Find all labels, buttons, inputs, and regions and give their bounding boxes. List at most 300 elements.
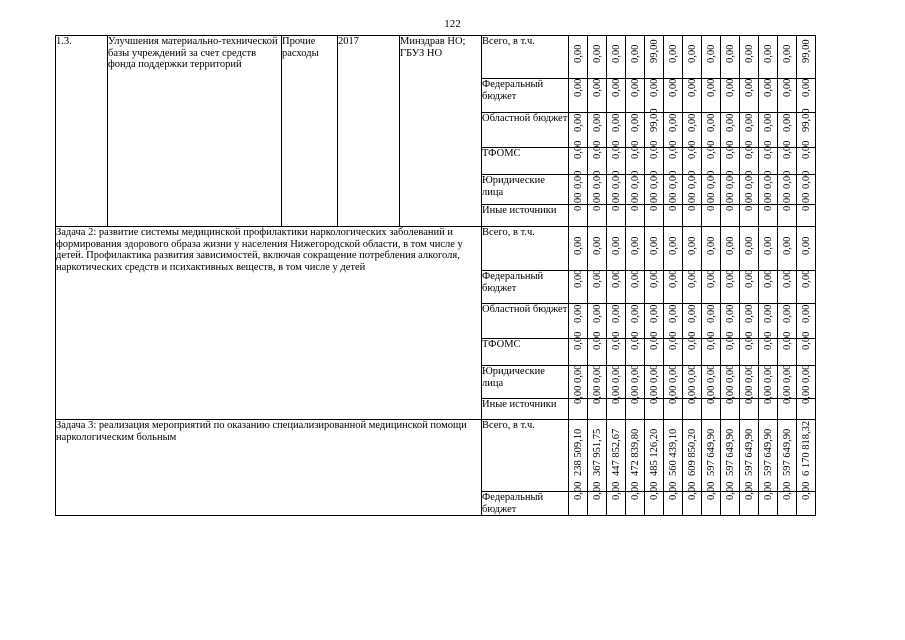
amount-value: 0,00 bbox=[782, 113, 793, 132]
amount-cell bbox=[569, 192, 588, 227]
amount-value: 0,00 bbox=[668, 113, 679, 132]
amount-value: 0,00 bbox=[687, 304, 698, 323]
amount-cell bbox=[683, 79, 702, 113]
amount-value: 0,00 bbox=[706, 140, 717, 159]
amount-value: 597 649,90 bbox=[763, 428, 774, 476]
amount-cell bbox=[626, 481, 645, 516]
amount-cell bbox=[740, 79, 759, 113]
amount-value: 0,00 bbox=[668, 364, 679, 383]
amount-cell bbox=[778, 385, 797, 420]
amount-value: 0,00 bbox=[649, 192, 660, 211]
amount-cell bbox=[664, 79, 683, 113]
amount-value: 0,00 bbox=[592, 331, 603, 350]
amount-value: 0,00 bbox=[801, 364, 812, 383]
amount-value: 609 850,20 bbox=[687, 428, 698, 476]
amount-value: 0,00 bbox=[649, 236, 660, 255]
amount-cell bbox=[702, 192, 721, 227]
amount-cell bbox=[569, 331, 588, 366]
amount-value: 0,00 bbox=[630, 304, 641, 323]
amount-value: 0,00 bbox=[801, 481, 812, 500]
amount-value: 0,00 bbox=[744, 140, 755, 159]
amount-cell bbox=[645, 385, 664, 420]
amount-value: 560 439,10 bbox=[668, 428, 679, 476]
amount-value: 0,00 bbox=[725, 170, 736, 189]
amount-cell bbox=[797, 36, 816, 79]
amount-value: 0,00 bbox=[801, 170, 812, 189]
task-title: Задача 2: развитие системы медицинской профилактики наркологических заболеваний и формирования здорового образа жизни у населения Нижегородской области, в том числе у детей. Профилактика развития зависимостей, включая сокращение потребления алкоголя, наркотических средств и психактивных веществ, в том числе у детей bbox=[56, 227, 482, 420]
amount-value: 0,00 bbox=[630, 481, 641, 500]
amount-value: 0,00 bbox=[782, 170, 793, 189]
amount-cell bbox=[740, 481, 759, 516]
amount-value: 0,00 bbox=[592, 44, 603, 63]
amount-cell bbox=[683, 331, 702, 366]
amount-value: 0,00 bbox=[801, 331, 812, 350]
amount-value: 0,00 bbox=[687, 385, 698, 404]
amount-cell bbox=[778, 79, 797, 113]
amount-cell bbox=[588, 36, 607, 79]
amount-cell bbox=[645, 227, 664, 271]
amount-value: 238 509,10 bbox=[573, 428, 584, 476]
amount-cell bbox=[645, 331, 664, 366]
amount-cell bbox=[626, 192, 645, 227]
amount-cell bbox=[721, 385, 740, 420]
amount-cell bbox=[740, 227, 759, 271]
amount-value: 0,00 bbox=[649, 170, 660, 189]
amount-cell bbox=[607, 227, 626, 271]
amount-value: 0,00 bbox=[763, 385, 774, 404]
amount-value: 0,00 bbox=[573, 364, 584, 383]
amount-cell bbox=[626, 79, 645, 113]
amount-cell bbox=[569, 385, 588, 420]
amount-value: 0,00 bbox=[573, 113, 584, 132]
amount-value: 99,00 bbox=[801, 39, 812, 63]
amount-value: 0,00 bbox=[763, 269, 774, 288]
funding-source: ТФОМС bbox=[482, 339, 569, 366]
funding-source: Областной бюджет bbox=[482, 113, 569, 148]
amount-value: 0,00 bbox=[706, 269, 717, 288]
amount-value: 0,00 bbox=[706, 385, 717, 404]
amount-value: 0,00 bbox=[801, 236, 812, 255]
funding-source: Всего, в т.ч. bbox=[482, 36, 569, 79]
amount-value: 0,00 bbox=[706, 481, 717, 500]
amount-value: 0,00 bbox=[687, 192, 698, 211]
amount-value: 0,00 bbox=[611, 236, 622, 255]
amount-value: 0,00 bbox=[630, 140, 641, 159]
amount-cell bbox=[607, 192, 626, 227]
amount-cell bbox=[569, 79, 588, 113]
amount-cell bbox=[702, 481, 721, 516]
amount-cell bbox=[569, 227, 588, 271]
funding-source: Юридические лица bbox=[482, 175, 569, 205]
amount-cell bbox=[797, 331, 816, 366]
amount-value: 597 649,90 bbox=[782, 428, 793, 476]
amount-value: 0,00 bbox=[573, 331, 584, 350]
amount-cell bbox=[683, 36, 702, 79]
amount-cell bbox=[645, 271, 664, 304]
amount-value: 0,00 bbox=[611, 481, 622, 500]
amount-value: 0,00 bbox=[668, 140, 679, 159]
amount-value: 0,00 bbox=[687, 78, 698, 97]
amount-value: 0,00 bbox=[649, 481, 660, 500]
amount-value: 0,00 bbox=[725, 78, 736, 97]
amount-value: 0,00 bbox=[763, 170, 774, 189]
amount-value: 0,00 bbox=[611, 78, 622, 97]
amount-cell bbox=[778, 271, 797, 304]
amount-value: 0,00 bbox=[649, 269, 660, 288]
amount-value: 0,00 bbox=[706, 170, 717, 189]
amount-cell bbox=[797, 271, 816, 304]
amount-value: 0,00 bbox=[763, 364, 774, 383]
amount-value: 0,00 bbox=[573, 44, 584, 63]
amount-value: 0,00 bbox=[687, 113, 698, 132]
amount-cell bbox=[683, 385, 702, 420]
amount-value: 0,00 bbox=[801, 192, 812, 211]
amount-value: 0,00 bbox=[649, 140, 660, 159]
amount-value: 0,00 bbox=[744, 481, 755, 500]
amount-value: 0,00 bbox=[725, 304, 736, 323]
funding-source: Юридические лица bbox=[482, 366, 569, 399]
amount-value: 0,00 bbox=[782, 304, 793, 323]
executor: Минздрав НО; ГБУЗ НО bbox=[400, 36, 482, 227]
amount-cell bbox=[588, 271, 607, 304]
amount-value: 0,00 bbox=[573, 170, 584, 189]
amount-cell bbox=[607, 385, 626, 420]
amount-value: 485 126,20 bbox=[649, 428, 660, 476]
amount-value: 99,00 bbox=[649, 108, 660, 132]
amount-cell bbox=[588, 227, 607, 271]
task-title: Задача 3: реализация мероприятий по оказанию специализированной медицинской помощи наркологическим больным bbox=[56, 420, 482, 516]
amount-value: 0,00 bbox=[763, 331, 774, 350]
amount-cell bbox=[645, 192, 664, 227]
amount-cell bbox=[721, 79, 740, 113]
amount-value: 0,00 bbox=[763, 140, 774, 159]
amount-cell bbox=[626, 271, 645, 304]
amount-value: 0,00 bbox=[706, 304, 717, 323]
amount-value: 0,00 bbox=[592, 236, 603, 255]
amount-cell bbox=[759, 192, 778, 227]
amount-value: 0,00 bbox=[573, 192, 584, 211]
amount-cell bbox=[740, 36, 759, 79]
amount-value: 0,00 bbox=[630, 364, 641, 383]
amount-value: 0,00 bbox=[687, 236, 698, 255]
amount-value: 0,00 bbox=[687, 481, 698, 500]
table-row bbox=[56, 36, 816, 79]
amount-value: 0,00 bbox=[668, 170, 679, 189]
amount-cell bbox=[664, 331, 683, 366]
amount-value: 0,00 bbox=[763, 113, 774, 132]
amount-value: 0,00 bbox=[687, 364, 698, 383]
funding-source: Областной бюджет bbox=[482, 304, 569, 339]
amount-cell bbox=[607, 271, 626, 304]
amount-value: 0,00 bbox=[782, 385, 793, 404]
amount-value: 0,00 bbox=[592, 78, 603, 97]
amount-value: 0,00 bbox=[801, 269, 812, 288]
amount-cell bbox=[759, 79, 778, 113]
amount-value: 0,00 bbox=[763, 78, 774, 97]
amount-value: 0,00 bbox=[744, 331, 755, 350]
amount-value: 0,00 bbox=[630, 331, 641, 350]
amount-cell bbox=[778, 227, 797, 271]
amount-cell bbox=[626, 227, 645, 271]
amount-cell bbox=[588, 192, 607, 227]
amount-cell bbox=[759, 227, 778, 271]
amount-value: 0,00 bbox=[744, 192, 755, 211]
amount-cell bbox=[797, 227, 816, 271]
table-row bbox=[56, 420, 816, 492]
amount-value: 0,00 bbox=[763, 304, 774, 323]
amount-value: 0,00 bbox=[668, 331, 679, 350]
amount-value: 0,00 bbox=[744, 269, 755, 288]
amount-cell bbox=[626, 385, 645, 420]
table-body bbox=[56, 36, 816, 516]
amount-value: 0,00 bbox=[630, 385, 641, 404]
amount-cell bbox=[797, 481, 816, 516]
amount-value: 0,00 bbox=[573, 385, 584, 404]
amount-value: 0,00 bbox=[668, 481, 679, 500]
amount-value: 0,00 bbox=[725, 331, 736, 350]
amount-cell bbox=[664, 271, 683, 304]
amount-value: 0,00 bbox=[725, 385, 736, 404]
amount-value: 0,00 bbox=[801, 304, 812, 323]
amount-value: 0,00 bbox=[649, 385, 660, 404]
amount-value: 0,00 bbox=[744, 170, 755, 189]
amount-cell bbox=[569, 271, 588, 304]
amount-value: 0,00 bbox=[611, 113, 622, 132]
amount-cell bbox=[664, 481, 683, 516]
amount-value: 0,00 bbox=[573, 78, 584, 97]
amount-value: 0,00 bbox=[706, 113, 717, 132]
amount-value: 0,00 bbox=[687, 44, 698, 63]
amount-value: 0,00 bbox=[630, 78, 641, 97]
amount-value: 0,00 bbox=[668, 192, 679, 211]
amount-value: 0,00 bbox=[744, 236, 755, 255]
amount-value: 0,00 bbox=[782, 481, 793, 500]
amount-value: 0,00 bbox=[782, 78, 793, 97]
amount-value: 0,00 bbox=[744, 113, 755, 132]
amount-value: 0,00 bbox=[573, 236, 584, 255]
amount-cell bbox=[626, 331, 645, 366]
amount-value: 0,00 bbox=[801, 78, 812, 97]
amount-cell bbox=[702, 331, 721, 366]
measure-name: Улучшения материально-технической базы учреждений за счет средств фонда поддержки территорий bbox=[108, 36, 282, 227]
amount-cell bbox=[607, 481, 626, 516]
amount-value: 99,00 bbox=[649, 39, 660, 63]
amount-value: 0,00 bbox=[592, 385, 603, 404]
amount-value: 0,00 bbox=[611, 364, 622, 383]
amount-value: 597 649,90 bbox=[725, 428, 736, 476]
funding-source: Федеральный бюджет bbox=[482, 271, 569, 304]
amount-value: 0,00 bbox=[725, 140, 736, 159]
amount-value: 0,00 bbox=[763, 44, 774, 63]
amount-cell bbox=[664, 192, 683, 227]
amount-cell bbox=[645, 481, 664, 516]
amount-value: 0,00 bbox=[782, 44, 793, 63]
amount-value: 0,00 bbox=[630, 170, 641, 189]
amount-value: 0,00 bbox=[744, 78, 755, 97]
amount-value: 0,00 bbox=[763, 236, 774, 255]
amount-value: 0,00 bbox=[668, 385, 679, 404]
amount-cell bbox=[683, 271, 702, 304]
amount-value: 0,00 bbox=[573, 481, 584, 500]
amount-cell bbox=[683, 227, 702, 271]
amount-value: 0,00 bbox=[687, 170, 698, 189]
amount-cell bbox=[759, 481, 778, 516]
amount-value: 0,00 bbox=[592, 170, 603, 189]
funding-source: Всего, в т.ч. bbox=[482, 227, 569, 271]
amount-cell bbox=[797, 385, 816, 420]
amount-value: 0,00 bbox=[668, 236, 679, 255]
amount-value: 0,00 bbox=[592, 364, 603, 383]
page-number: 122 bbox=[444, 18, 461, 30]
amount-value: 0,00 bbox=[706, 78, 717, 97]
amount-value: 0,00 bbox=[592, 140, 603, 159]
amount-value: 0,00 bbox=[592, 192, 603, 211]
amount-value: 0,00 bbox=[763, 481, 774, 500]
amount-value: 0,00 bbox=[649, 331, 660, 350]
amount-value: 0,00 bbox=[611, 269, 622, 288]
amount-value: 0,00 bbox=[592, 269, 603, 288]
amount-cell bbox=[759, 36, 778, 79]
amount-cell bbox=[740, 385, 759, 420]
amount-value: 6 170 818,32 bbox=[801, 420, 812, 476]
amount-value: 0,00 bbox=[763, 192, 774, 211]
amount-value: 0,00 bbox=[573, 269, 584, 288]
amount-value: 0,00 bbox=[611, 44, 622, 63]
amount-value: 0,00 bbox=[744, 304, 755, 323]
amount-cell bbox=[683, 481, 702, 516]
amount-cell bbox=[721, 481, 740, 516]
amount-value: 0,00 bbox=[725, 481, 736, 500]
amount-value: 0,00 bbox=[744, 385, 755, 404]
amount-value: 0,00 bbox=[630, 113, 641, 132]
amount-value: 0,00 bbox=[744, 44, 755, 63]
amount-cell bbox=[569, 36, 588, 79]
amount-cell bbox=[721, 331, 740, 366]
amount-cell bbox=[626, 36, 645, 79]
amount-cell bbox=[759, 385, 778, 420]
amount-cell bbox=[721, 227, 740, 271]
amount-value: 472 839,80 bbox=[630, 428, 641, 476]
amount-value: 0,00 bbox=[725, 236, 736, 255]
amount-cell bbox=[702, 36, 721, 79]
funding-source: Иные источники bbox=[482, 399, 569, 420]
amount-cell bbox=[759, 271, 778, 304]
amount-value: 597 649,90 bbox=[706, 428, 717, 476]
amount-cell bbox=[797, 192, 816, 227]
amount-cell bbox=[588, 481, 607, 516]
amount-value: 0,00 bbox=[782, 236, 793, 255]
amount-value: 367 951,75 bbox=[592, 428, 603, 476]
amount-cell bbox=[740, 331, 759, 366]
amount-cell bbox=[702, 227, 721, 271]
amount-cell bbox=[607, 79, 626, 113]
amount-cell bbox=[683, 192, 702, 227]
measure-number: 1.3. bbox=[56, 36, 108, 227]
amount-value: 0,00 bbox=[611, 170, 622, 189]
amount-cell bbox=[607, 36, 626, 79]
amount-value: 0,00 bbox=[611, 331, 622, 350]
amount-cell bbox=[588, 79, 607, 113]
amount-cell bbox=[778, 36, 797, 79]
amount-value: 0,00 bbox=[630, 236, 641, 255]
amount-value: 0,00 bbox=[782, 192, 793, 211]
amount-value: 0,00 bbox=[611, 385, 622, 404]
amount-value: 0,00 bbox=[573, 140, 584, 159]
amount-value: 0,00 bbox=[668, 304, 679, 323]
amount-cell bbox=[721, 271, 740, 304]
amount-value: 0,00 bbox=[649, 364, 660, 383]
amount-value: 0,00 bbox=[630, 269, 641, 288]
amount-value: 99,00 bbox=[801, 108, 812, 132]
funding-source: Иные источники bbox=[482, 205, 569, 227]
amount-value: 0,00 bbox=[649, 304, 660, 323]
amount-value: 0,00 bbox=[706, 44, 717, 63]
amount-value: 0,00 bbox=[668, 44, 679, 63]
amount-value: 0,00 bbox=[687, 331, 698, 350]
funding-source: Федеральный бюджет bbox=[482, 492, 569, 516]
amount-value: 0,00 bbox=[687, 269, 698, 288]
amount-cell bbox=[588, 331, 607, 366]
amount-cell bbox=[778, 192, 797, 227]
amount-cell bbox=[702, 79, 721, 113]
funding-source: Федеральный бюджет bbox=[482, 79, 569, 113]
amount-value: 0,00 bbox=[706, 236, 717, 255]
amount-cell bbox=[759, 331, 778, 366]
amount-cell bbox=[588, 385, 607, 420]
amount-value: 0,00 bbox=[782, 331, 793, 350]
amount-cell bbox=[740, 192, 759, 227]
funding-source: ТФОМС bbox=[482, 148, 569, 175]
amount-cell bbox=[569, 481, 588, 516]
funding-source: Всего, в т.ч. bbox=[482, 420, 569, 492]
amount-cell bbox=[740, 271, 759, 304]
amount-value: 0,00 bbox=[801, 385, 812, 404]
amount-cell bbox=[721, 192, 740, 227]
amount-value: 0,00 bbox=[573, 304, 584, 323]
program-funding-table bbox=[55, 35, 816, 516]
amount-cell bbox=[607, 331, 626, 366]
amount-value: 0,00 bbox=[706, 364, 717, 383]
amount-value: 0,00 bbox=[649, 78, 660, 97]
amount-cell bbox=[664, 36, 683, 79]
amount-value: 0,00 bbox=[725, 113, 736, 132]
amount-cell bbox=[778, 331, 797, 366]
amount-value: 0,00 bbox=[706, 331, 717, 350]
amount-value: 0,00 bbox=[592, 304, 603, 323]
year: 2017 bbox=[338, 36, 400, 227]
amount-cell bbox=[645, 36, 664, 79]
amount-value: 0,00 bbox=[592, 481, 603, 500]
table-row bbox=[56, 227, 816, 271]
amount-value: 0,00 bbox=[611, 304, 622, 323]
amount-value: 447 852,67 bbox=[611, 428, 622, 476]
amount-cell bbox=[664, 385, 683, 420]
amount-value: 597 649,90 bbox=[744, 428, 755, 476]
amount-value: 0,00 bbox=[782, 140, 793, 159]
amount-cell bbox=[778, 481, 797, 516]
amount-cell bbox=[721, 36, 740, 79]
amount-value: 0,00 bbox=[611, 140, 622, 159]
amount-value: 0,00 bbox=[725, 192, 736, 211]
amount-value: 0,00 bbox=[782, 364, 793, 383]
amount-value: 0,00 bbox=[725, 44, 736, 63]
amount-cell bbox=[702, 271, 721, 304]
expense-type: Прочие расходы bbox=[282, 36, 338, 227]
amount-value: 0,00 bbox=[706, 192, 717, 211]
amount-value: 0,00 bbox=[782, 269, 793, 288]
amount-value: 0,00 bbox=[744, 364, 755, 383]
amount-value: 0,00 bbox=[630, 192, 641, 211]
